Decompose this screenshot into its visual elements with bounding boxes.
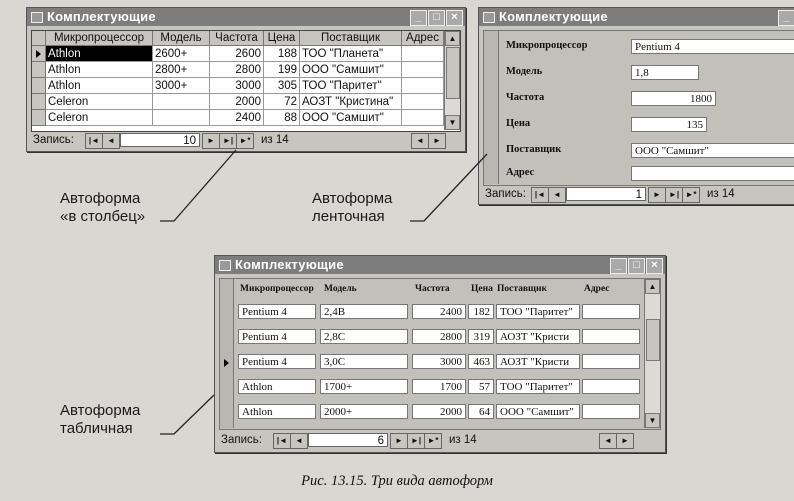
caption-line: табличная [60, 420, 133, 437]
column-header[interactable]: Цена [264, 31, 300, 46]
field-label: Поставщик [506, 144, 562, 155]
corner-selector[interactable] [32, 31, 46, 46]
record-selector-bar[interactable] [484, 31, 499, 184]
datasheet-grid [31, 30, 461, 132]
vertical-scrollbar[interactable] [644, 279, 660, 428]
window-title: Комплектующие [47, 9, 156, 24]
field-input[interactable]: 463 [468, 354, 494, 369]
table-cell[interactable]: 72 [264, 94, 300, 110]
first-record-button[interactable]: |◄ [273, 433, 291, 449]
minimize-button[interactable]: _ [610, 258, 627, 274]
current-record-icon [36, 50, 41, 58]
field-input[interactable]: ТОО "Паритет" [496, 379, 580, 394]
record-total: из 14 [707, 188, 735, 200]
record-selector[interactable] [32, 46, 46, 62]
figure-caption: Рис. 13.15. Три вида автоформ [301, 473, 493, 489]
record-navigator [483, 186, 794, 203]
close-button[interactable]: × [446, 10, 463, 26]
form-icon [483, 12, 495, 23]
table-cell[interactable]: 2800 [210, 62, 264, 78]
field-input[interactable] [582, 379, 640, 394]
scroll-up-button[interactable]: ▲ [445, 31, 460, 46]
field-input[interactable]: Pentium 4 [238, 354, 316, 369]
table-cell[interactable]: 88 [264, 110, 300, 126]
field-input[interactable]: АОЗТ "Кристи [496, 354, 580, 369]
field-input[interactable]: 1,8 [631, 65, 699, 80]
field-input[interactable]: 2000 [412, 404, 466, 419]
scroll-down-button[interactable]: ▼ [645, 413, 660, 428]
record-label: Запись: [485, 188, 526, 200]
title-bar[interactable] [27, 8, 465, 26]
prev-record-button[interactable]: ◄ [290, 433, 308, 449]
field-input[interactable]: Pentium 4 [238, 329, 316, 344]
record-label: Запись: [33, 134, 74, 146]
scroll-down-button[interactable]: ▼ [445, 115, 460, 130]
column-header: Микропроцессор [240, 284, 314, 294]
table-cell[interactable]: 188 [264, 46, 300, 62]
table-cell[interactable]: 2400 [210, 110, 264, 126]
field-input[interactable]: Pentium 4 [631, 39, 794, 54]
minimize-button[interactable]: _ [778, 10, 794, 26]
table-cell[interactable]: ТОО "Паритет" [300, 78, 402, 94]
field-input[interactable]: 2,8C [320, 329, 408, 344]
field-label: Цена [506, 118, 531, 129]
scroll-right-button[interactable]: ► [616, 433, 634, 449]
next-record-button[interactable]: ► [202, 133, 220, 149]
table-cell[interactable]: Celeron [46, 110, 153, 126]
table-cell[interactable]: 2800+ [153, 62, 210, 78]
field-input[interactable]: Athlon [238, 404, 316, 419]
first-record-button[interactable]: |◄ [85, 133, 103, 149]
column-header[interactable]: Микропроцессор [46, 31, 153, 46]
table-cell[interactable] [153, 110, 210, 126]
maximize-button[interactable]: □ [628, 258, 645, 274]
caption-line: ленточная [312, 208, 385, 225]
column-header: Адрес [584, 284, 610, 294]
record-total: из 14 [449, 434, 477, 446]
caption-line: Автоформа [60, 190, 141, 207]
minimize-button[interactable]: _ [410, 10, 427, 26]
field-label: Частота [506, 92, 545, 103]
field-input[interactable]: 2,4B [320, 304, 408, 319]
last-record-button[interactable]: ►| [665, 187, 683, 203]
close-button[interactable]: × [646, 258, 663, 274]
list-item [220, 376, 640, 400]
table-cell[interactable]: 3000+ [153, 78, 210, 94]
column-header[interactable]: Частота [210, 31, 264, 46]
field-input[interactable]: 2800 [412, 329, 466, 344]
caption-line: Автоформа [60, 402, 141, 419]
title-bar[interactable] [215, 256, 665, 274]
table-cell[interactable]: 199 [264, 62, 300, 78]
prev-record-button[interactable]: ◄ [102, 133, 120, 149]
record-selector[interactable] [32, 78, 46, 94]
field-label: Микропроцессор [506, 40, 588, 51]
list-item [220, 301, 640, 325]
field-input[interactable]: 135 [631, 117, 707, 132]
new-record-button[interactable]: ►* [424, 433, 442, 449]
table-cell[interactable]: Athlon [46, 62, 153, 78]
table-cell[interactable]: Celeron [46, 94, 153, 110]
window-title: Комплектующие [235, 257, 344, 272]
leader-line [160, 395, 214, 434]
table-cell[interactable]: Athlon [46, 78, 153, 94]
record-total: из 14 [261, 134, 289, 146]
scroll-thumb[interactable] [646, 319, 660, 361]
record-label: Запись: [221, 434, 262, 446]
field-input[interactable]: 2400 [412, 304, 466, 319]
field-input[interactable]: АОЗТ "Кристи [496, 329, 580, 344]
column-header: Модель [324, 284, 357, 294]
field-input[interactable]: 3,0C [320, 354, 408, 369]
window-title: Комплектующие [499, 9, 608, 24]
columnar-window [478, 7, 794, 205]
table-cell[interactable]: ООО "Самшит" [300, 110, 402, 126]
list-item [220, 351, 640, 375]
table-cell[interactable]: 3000 [210, 78, 264, 94]
table-cell[interactable]: 2600 [210, 46, 264, 62]
field-input[interactable]: Athlon [238, 379, 316, 394]
table-cell[interactable] [402, 62, 444, 78]
scroll-thumb[interactable] [446, 47, 460, 99]
column-header[interactable]: Адрес [402, 31, 444, 46]
field-input[interactable]: ООО "Самшит" [631, 143, 794, 158]
column-header: Поставщик [497, 284, 547, 294]
field-label: Модель [506, 66, 543, 77]
current-record-icon [224, 359, 229, 367]
scroll-right-button[interactable]: ► [428, 133, 446, 149]
title-bar[interactable] [479, 8, 794, 26]
form-icon [31, 12, 43, 23]
table-cell[interactable]: 2600+ [153, 46, 210, 62]
field-input[interactable]: 2000+ [320, 404, 408, 419]
table-cell[interactable]: ТОО "Планета" [300, 46, 402, 62]
vertical-scrollbar[interactable] [444, 31, 460, 130]
field-input[interactable] [582, 329, 640, 344]
table-cell[interactable] [402, 94, 444, 110]
field-input[interactable]: 319 [468, 329, 494, 344]
new-record-button[interactable]: ►* [682, 187, 700, 203]
column-header[interactable]: Модель [153, 31, 210, 46]
scroll-up-button[interactable]: ▲ [645, 279, 660, 294]
table-cell[interactable]: Athlon [46, 46, 153, 62]
record-number-input[interactable]: 1 [566, 187, 646, 201]
last-record-button[interactable]: ►| [407, 433, 425, 449]
form-body [219, 278, 661, 430]
form-icon [219, 260, 231, 271]
field-input[interactable]: 1700 [412, 379, 466, 394]
record-selector[interactable] [32, 110, 46, 126]
field-input[interactable]: 1700+ [320, 379, 408, 394]
scroll-left-button[interactable]: ◄ [599, 433, 617, 449]
field-label: Адрес [506, 167, 535, 178]
tabular-form-window [214, 255, 666, 453]
table-cell[interactable] [402, 78, 444, 94]
record-selector[interactable] [32, 94, 46, 110]
table-cell[interactable] [402, 46, 444, 62]
field-input[interactable]: ТОО "Паритет" [496, 304, 580, 319]
field-input[interactable] [582, 354, 640, 369]
table-cell[interactable]: 305 [264, 78, 300, 94]
record-selector[interactable] [32, 62, 46, 78]
record-number-input[interactable]: 10 [120, 133, 200, 147]
next-record-button[interactable]: ► [648, 187, 666, 203]
field-input[interactable]: ООО "Самшит" [496, 404, 580, 419]
field-input[interactable]: 64 [468, 404, 494, 419]
leader-line [410, 154, 487, 221]
scroll-left-button[interactable]: ◄ [411, 133, 429, 149]
table-cell[interactable]: 2000 [210, 94, 264, 110]
caption-line: Автоформа [312, 190, 393, 207]
table-cell[interactable] [153, 94, 210, 110]
caption-ribbon [312, 190, 392, 226]
prev-record-button[interactable]: ◄ [548, 187, 566, 203]
caption-tabular [60, 402, 140, 438]
caption-line: «в столбец» [60, 208, 146, 225]
last-record-button[interactable]: ►| [219, 133, 237, 149]
record-navigator [219, 432, 659, 449]
datasheet-window [26, 7, 466, 152]
list-item [220, 401, 640, 425]
field-input[interactable]: Pentium 4 [238, 304, 316, 319]
form-body [483, 30, 794, 186]
field-input[interactable]: 3000 [412, 354, 466, 369]
new-record-button[interactable]: ►* [236, 133, 254, 149]
field-input[interactable] [631, 166, 794, 181]
caption-columnar [60, 190, 145, 226]
first-record-button[interactable]: |◄ [531, 187, 549, 203]
column-header: Частота [415, 284, 450, 294]
table-cell[interactable]: АОЗТ "Кристина" [300, 94, 402, 110]
column-header[interactable]: Поставщик [300, 31, 402, 46]
leader-line [160, 150, 236, 221]
list-item [220, 326, 640, 350]
field-input[interactable]: 57 [468, 379, 494, 394]
record-navigator [31, 132, 461, 149]
table-cell[interactable] [402, 110, 444, 126]
column-header: Цена [471, 284, 493, 294]
field-input[interactable] [582, 304, 640, 319]
table-cell[interactable]: ООО "Самшит" [300, 62, 402, 78]
field-input[interactable] [582, 404, 640, 419]
next-record-button[interactable]: ► [390, 433, 408, 449]
record-number-input[interactable]: 6 [308, 433, 388, 447]
field-input[interactable]: 182 [468, 304, 494, 319]
maximize-button[interactable]: □ [428, 10, 445, 26]
field-input[interactable]: 1800 [631, 91, 716, 106]
